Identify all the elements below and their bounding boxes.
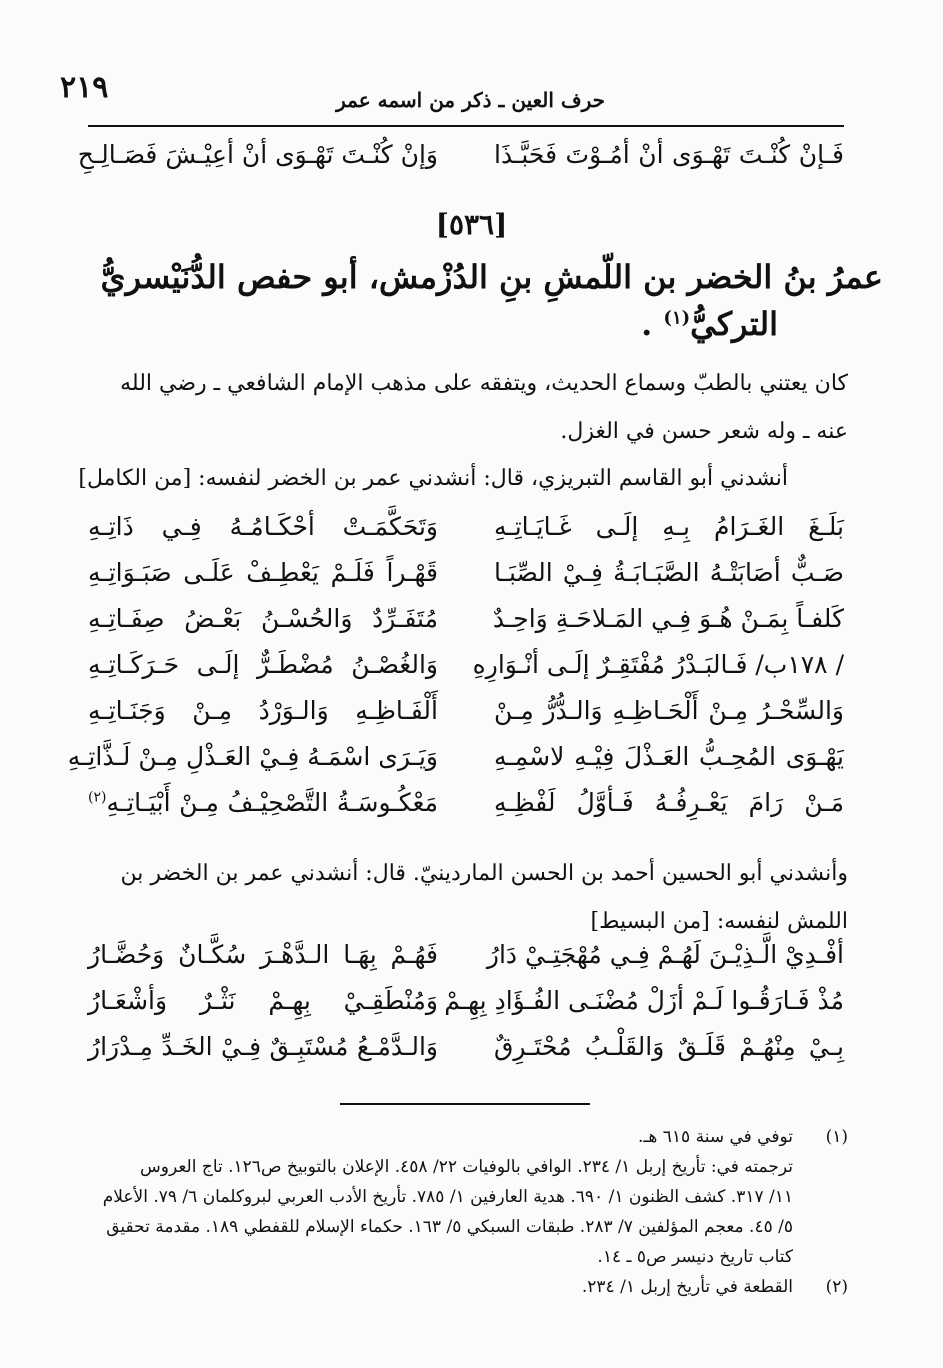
footnote-separator xyxy=(340,1103,590,1105)
footnote-text: ١١/ ٣١٧. كشف الظنون ١/ ٦٩٠. هدية العارفين ١/ ٧٨٥. تأريخ الأدب العربي لبروكلمان ٦/ ٧٩. الأعلام xyxy=(102,1187,793,1207)
footnote-ref: (٢) xyxy=(88,789,107,806)
poem2-intro-line: وأنشدني أبو الحسين أحمد بن الحسن الماردينيّ. قال: أنشدني عمر بن الخضر بن xyxy=(120,861,848,886)
footnote-text: ٥/ ٤٥. معجم المؤلفين ٧/ ٢٨٣. طبقات السبكي ٥/ ١٦٣. حكماء الإسلام للقفطي ١٨٩. مقدمة تحقيق xyxy=(106,1217,793,1237)
title-period: . xyxy=(641,305,653,343)
footnotes xyxy=(95,1122,848,1302)
poem1-verse xyxy=(88,558,844,608)
verse-second-hemistich: وَمُنْطَقِـيْ بِهِـمْ نَثْـرٌ وَأشْعَـارُ xyxy=(88,986,438,1015)
verse-first-hemistich: فَـإنْ كُنْـتَ تَهْـوَى أنْ أمُـوْتَ فَحَبَّـذَا xyxy=(494,140,844,169)
verse-first-hemistich: يَهْـوَى المُحِـبُّ العَـذْلَ فِيْـهِ لاسْمِـهِ xyxy=(494,742,844,771)
verse-second-hemistich: وَإنْ كُنْـتَ تَهْـوَى أنْ أعِيْـشَ فَصَـالِـحِ xyxy=(77,140,438,169)
poem1-verse xyxy=(88,788,844,838)
verse-second-hemistich: قَهْـراً فَلَـمْ يَعْطِـفْ عَلَـى صَبَـوَاتِـهِ xyxy=(88,558,438,587)
verse-first-hemistich: أفْـدِيْ الَّـذِيْـنَ لَهُـمْ فِـي مُهْجَتِـيْ دَارُ xyxy=(486,940,844,969)
footnote-2 xyxy=(95,1272,848,1302)
footnote-text: القطعة في تأريخ إربل ١/ ٢٣٤. xyxy=(581,1277,793,1297)
verse-second-hemistich: وَالغُصْـنُ مُضْطَـرٌّ إلَـى حَـرَكَـاتِـهِ xyxy=(88,650,438,679)
verse-first-hemistich: كَلفـاً بِمَـنْ هُـوَ فِـي المَـلاحَـةِ وَاحِـدٌ xyxy=(492,604,844,633)
poem1-intro: أنشدني أبو القاسم التبريزي، قال: أنشدني عمر بن الخضر لنفسه: [من الكامل] xyxy=(78,466,788,491)
entry-title-line-2 xyxy=(641,305,778,343)
biography-line: عنه ـ وله شعر حسن في الغزل. xyxy=(560,419,848,444)
verse-first-hemistich: بِـيْ مِنْهُـمْ قَلَـقٌ وَالقَلْـبُ مُحْتَـرِقٌ xyxy=(494,1032,844,1061)
entry-title-line-1: عمرُ بنُ الخضر بن اللّمشِ بنِ الدُزْمش، أبو حفص الدُّنَيْسريُّ xyxy=(100,258,883,296)
footnote-text: توفي في سنة ٦١٥ هـ. xyxy=(638,1127,793,1147)
opening-verse xyxy=(77,140,844,190)
footnote-mark: (١) xyxy=(825,1127,848,1147)
poem1-verse xyxy=(88,696,844,746)
running-head: حرف العين ـ ذكر من اسمه عمر xyxy=(336,88,605,112)
verse-second-hemistich: مُتَفَـرِّدٌ وَالحُسْـنُ بَعْـضُ صِفَـاتِـهِ xyxy=(88,604,438,633)
footnote-ref: (١) xyxy=(663,307,691,329)
poem2-intro-line: اللمش لنفسه: [من البسيط] xyxy=(590,909,848,934)
poem2-verse xyxy=(88,940,844,990)
biography-line: كان يعتني بالطبّ وسماع الحديث، ويتفقه على مذهب الإمام الشافعي ـ رضي الله xyxy=(120,371,848,396)
entry-title-text: التركيُّ xyxy=(690,305,778,343)
footnote-text: ترجمته في: تأريخ إربل ١/ ٢٣٤. الوافي بالوفيات ٢٢/ ٤٥٨. الإعلان بالتوبيخ ص١٢٦. تاج العروس xyxy=(140,1157,793,1177)
footnote-text: كتاب تاريخ دنيسر ص٥ ـ ١٤. xyxy=(597,1247,793,1267)
poem1-verse xyxy=(67,742,844,792)
hemistich-text: مَعْكُـوسَـةُ التَّصْحِيْـفُ مِـنْ أَبْيَـاتِـهِ xyxy=(106,788,438,817)
poem1-verse xyxy=(88,650,844,700)
poem2-verse xyxy=(88,986,844,1036)
verse-first-hemistich: وَالسِّحْـرُ مِـنْ أَلْحَـاظِـهِ وَالـدُّرُّ مِـنْ xyxy=(494,696,844,725)
poem1-verse xyxy=(88,604,844,654)
verse-second-hemistich: وَيَـرَى اسْمَـهُ فِـيْ العَـذْلِ مِـنْ لَـذَّاتِـهِ xyxy=(67,742,438,771)
footnote-mark: (٢) xyxy=(825,1277,848,1297)
verse-first-hemistich: مَـنْ رَامَ يَعْـرِفُـهُ فَـأوَّلُ لَفْظِـهِ xyxy=(494,788,844,817)
poem1-verse xyxy=(88,512,844,562)
verse-first-hemistich: مُذْ فَـارَقُـوا لَـمْ أزَلْ مُضْنَـى الفُـؤَادِ بِهِـمْ xyxy=(444,986,844,1015)
poem2-verse xyxy=(88,1032,844,1082)
verse-first-hemistich: / ١٧٨ب/ فَـالبَـدْرُ مُفْتَقِـرٌ إلَـى أنْـوَارِهِ xyxy=(472,650,844,679)
entry-number: [٥٣٦] xyxy=(435,208,508,241)
verse-second-hemistich xyxy=(88,788,438,817)
verse-second-hemistich: وَتَحَكَّمَـتْ أحْكَـامُـهُ فِـي ذَاتِـهِ xyxy=(88,512,438,541)
verse-first-hemistich: صَـبٌّ أصَابَتْـهُ الصَّبَـابَـةُ فِـيْ الصِّبَـا xyxy=(494,558,844,587)
verse-first-hemistich: بَلَـغَ الغَـرَامُ بِـهِ إلَـى غَـايَـاتِـهِ xyxy=(494,512,844,541)
header-rule xyxy=(88,125,844,127)
poem2-intro xyxy=(95,850,848,946)
biography-paragraph xyxy=(95,360,848,456)
verse-second-hemistich: أَلْفَـاظِـهِ وَالـوَرْدُ مِـنْ وَجَنَـاتِـهِ xyxy=(88,696,438,725)
verse-second-hemistich: فَهُـمْ بِهَـا الـدَّهْـرَ سُكَّـانٌ وَحُضَّـارُ xyxy=(88,940,438,969)
verse-second-hemistich: وَالـدَّمْـعُ مُسْتَبِـقٌ فِـيْ الخَـدِّ مِـدْرَارُ xyxy=(88,1032,438,1061)
page-number: ٢١٩ xyxy=(60,70,109,105)
footnote-1 xyxy=(95,1122,848,1272)
